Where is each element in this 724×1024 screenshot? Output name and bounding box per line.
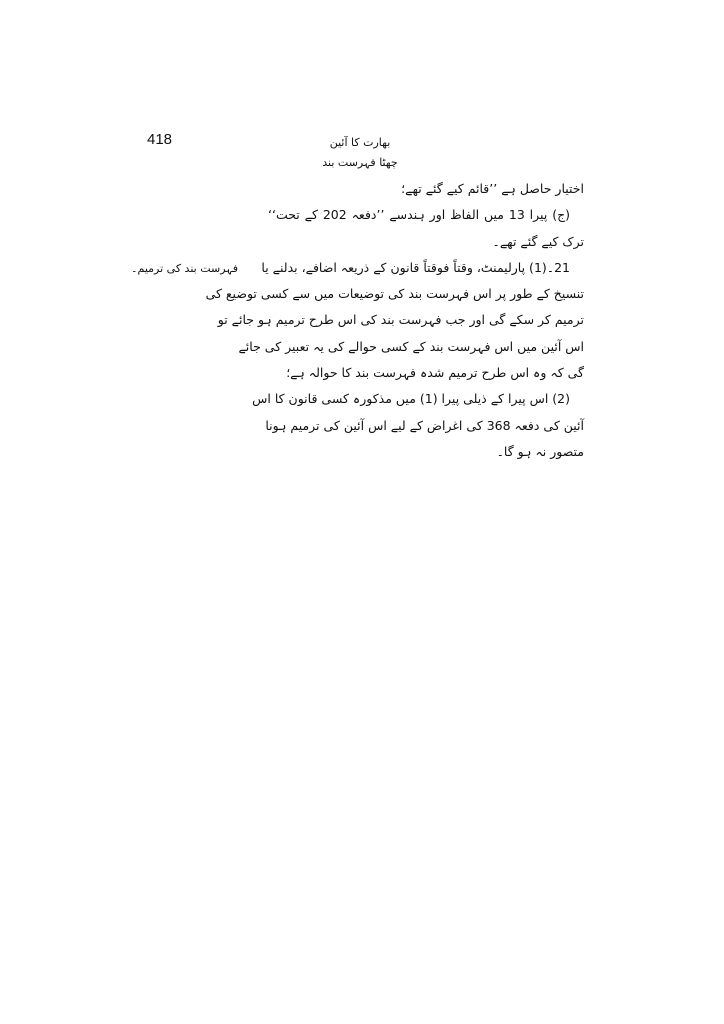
text-line: متصور نہ ہو گا۔ <box>496 443 584 459</box>
text-line: (ج) پیرا 13 میں الفاظ اور ہندسے ’’دفعہ 202 کے تحت‘‘ <box>268 207 571 223</box>
text-line: (2) اس پیرا کے ذیلی پیرا (1) میں مذکورہ کسی قانون کا اس <box>252 391 570 407</box>
header-title: بھارت کا آئین <box>329 136 391 149</box>
text-line: آئین کی دفعہ 368 کی اغراض کے لیے اس آئین کی ترمیم ہونا <box>265 417 584 433</box>
running-header <box>300 133 420 173</box>
text-line: ترمیم کر سکے گی اور جب فہرست بند کی اس طرح ترمیم ہو جائے تو <box>217 312 584 328</box>
text-line: تنسیخ کے طور پر اس فہرست بند کی توضیعات میں سے کسی توضیع کی <box>205 286 584 302</box>
text-line: گی کہ وہ اس طرح ترمیم شدہ فہرست بند کا حوالہ ہے؛ <box>286 365 584 381</box>
body-text <box>205 176 584 465</box>
text-line: اختیار حاصل ہے ’’قائم کیے گئے تھے؛ <box>401 181 584 196</box>
text-line: ترک کیے گئے تھے۔ <box>492 233 584 249</box>
header-subtitle: چھٹا فہرست بند <box>322 156 398 169</box>
text-line: اس آئین میں اس فہرست بند کے کسی حوالے کی یہ تعبیر کی جائے <box>238 338 584 354</box>
page-number: 418 <box>147 131 173 148</box>
margin-note: فہرست بند کی ترمیم۔ <box>131 262 238 275</box>
text-line: 21۔(1) پارلیمنٹ، وقتاً فوقتاً قانون کے ذریعہ اضافے، بدلنے یا <box>261 259 570 275</box>
